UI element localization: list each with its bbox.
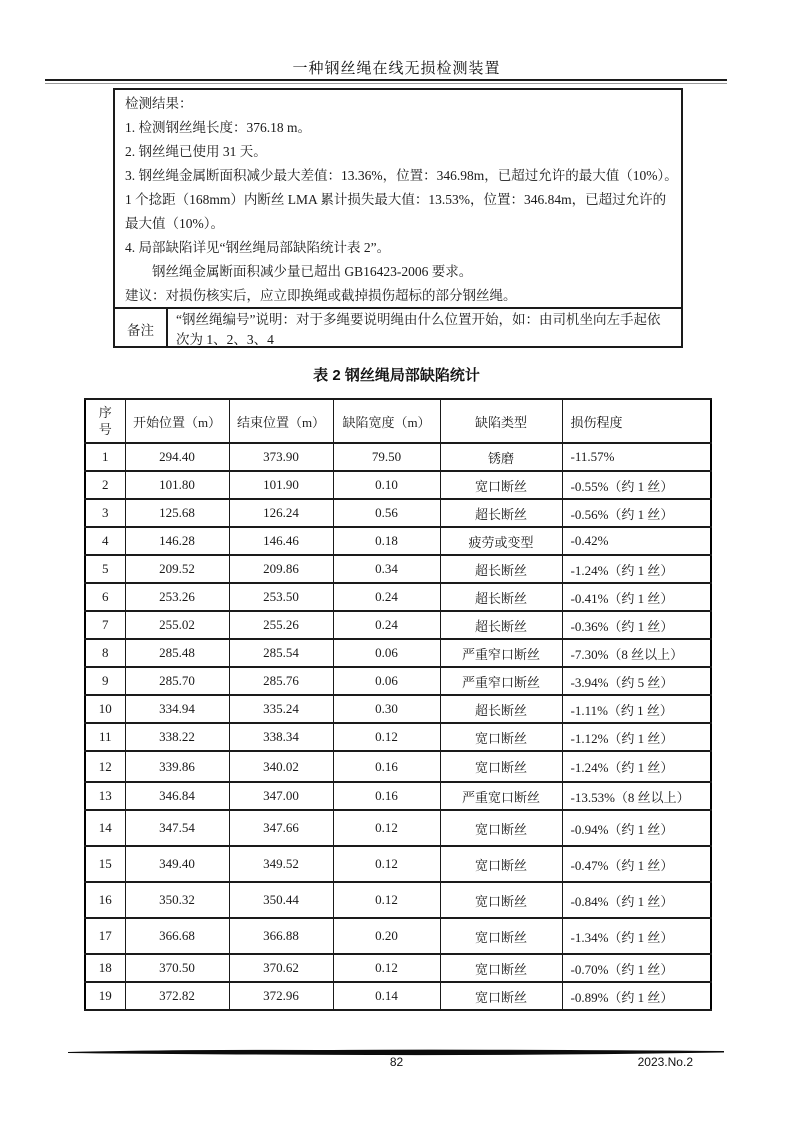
start-pos-cell: 101.80	[125, 471, 229, 499]
row-no-cell: 13	[85, 782, 125, 810]
end-pos-cell: 253.50	[229, 583, 333, 611]
damage-degree-cell: -0.36%（约 1 丝）	[562, 611, 711, 639]
end-pos-cell: 209.86	[229, 555, 333, 583]
damage-degree-cell: -0.56%（约 1 丝）	[562, 499, 711, 527]
table-row	[85, 982, 711, 1010]
row-no-cell: 10	[85, 695, 125, 723]
end-pos-cell: 285.54	[229, 639, 333, 667]
header-rule-shadow	[45, 83, 727, 84]
defect-width-cell: 0.24	[333, 583, 440, 611]
remark-line: 次为 1、2、3、4	[176, 332, 274, 347]
col-start-position: 开始位置（m）	[125, 399, 229, 443]
damage-degree-cell: -1.11%（约 1 丝）	[562, 695, 711, 723]
defect-table-body	[85, 443, 711, 1010]
table-row	[85, 583, 711, 611]
damage-degree-cell: -7.30%（8 丝以上）	[562, 639, 711, 667]
defect-type-cell: 宽口断丝	[440, 882, 562, 918]
damage-degree-cell: -1.24%（约 1 丝）	[562, 751, 711, 782]
row-no-cell: 6	[85, 583, 125, 611]
damage-degree-cell: -13.53%（8 丝以上）	[562, 782, 711, 810]
remark-line: “钢丝绳编号”说明：对于多绳要说明绳由什么位置开始，如：由司机坐向左手起依	[176, 312, 661, 327]
table-row	[85, 751, 711, 782]
result-line: 1. 检测钢丝绳长度：376.18 m。	[125, 120, 312, 135]
defect-type-cell: 超长断丝	[440, 583, 562, 611]
defect-width-cell: 0.12	[333, 846, 440, 882]
damage-degree-cell: -0.89%（约 1 丝）	[562, 982, 711, 1010]
table-row	[85, 611, 711, 639]
defect-width-cell: 0.16	[333, 782, 440, 810]
defect-width-cell: 0.12	[333, 882, 440, 918]
col-defect-width: 缺陷宽度（m）	[333, 399, 440, 443]
end-pos-cell: 350.44	[229, 882, 333, 918]
damage-degree-cell: -1.24%（约 1 丝）	[562, 555, 711, 583]
end-pos-cell: 255.26	[229, 611, 333, 639]
col-defect-type: 缺陷类型	[440, 399, 562, 443]
defect-type-cell: 严重窄口断丝	[440, 639, 562, 667]
row-no-cell: 12	[85, 751, 125, 782]
row-no-cell: 1	[85, 443, 125, 471]
defect-type-cell: 严重窄口断丝	[440, 667, 562, 695]
defect-type-cell: 宽口断丝	[440, 471, 562, 499]
end-pos-cell: 347.00	[229, 782, 333, 810]
table-row	[85, 918, 711, 954]
table-row	[85, 954, 711, 982]
start-pos-cell: 370.50	[125, 954, 229, 982]
defect-width-cell: 0.34	[333, 555, 440, 583]
table-row	[85, 555, 711, 583]
end-pos-cell: 338.34	[229, 723, 333, 751]
table-row	[85, 695, 711, 723]
defect-type-cell: 宽口断丝	[440, 846, 562, 882]
remark-row	[115, 307, 681, 348]
row-no-cell: 7	[85, 611, 125, 639]
row-no-cell: 14	[85, 810, 125, 846]
end-pos-cell: 285.76	[229, 667, 333, 695]
row-no-cell: 16	[85, 882, 125, 918]
end-pos-cell: 349.52	[229, 846, 333, 882]
detection-results-box	[113, 88, 683, 348]
defect-width-cell: 0.12	[333, 810, 440, 846]
result-line: 3. 钢丝绳金属断面积减少最大差值：13.36%，位置：346.98m，已超过允许的最大值（10%）。	[125, 168, 678, 183]
detection-results-text	[115, 90, 681, 307]
start-pos-cell: 294.40	[125, 443, 229, 471]
table-row	[85, 782, 711, 810]
defect-type-cell: 超长断丝	[440, 555, 562, 583]
table-row	[85, 882, 711, 918]
start-pos-cell: 372.82	[125, 982, 229, 1010]
start-pos-cell: 334.94	[125, 695, 229, 723]
table-row	[85, 639, 711, 667]
defect-width-cell: 0.10	[333, 471, 440, 499]
row-no-cell: 3	[85, 499, 125, 527]
table-row	[85, 499, 711, 527]
start-pos-cell: 146.28	[125, 527, 229, 555]
table-header-row	[85, 399, 711, 443]
start-pos-cell: 209.52	[125, 555, 229, 583]
end-pos-cell: 370.62	[229, 954, 333, 982]
start-pos-cell: 339.86	[125, 751, 229, 782]
table-row	[85, 810, 711, 846]
damage-degree-cell: -1.12%（约 1 丝）	[562, 723, 711, 751]
defect-type-cell: 超长断丝	[440, 611, 562, 639]
defect-width-cell: 0.56	[333, 499, 440, 527]
defect-width-cell: 0.12	[333, 954, 440, 982]
result-line: 2. 钢丝绳已使用 31 天。	[125, 144, 267, 159]
result-line: 1 个捻距（168mm）内断丝 LMA 累计损失最大值：13.53%，位置：346.84m，已超过允许的	[125, 192, 667, 207]
row-no-cell: 4	[85, 527, 125, 555]
start-pos-cell: 338.22	[125, 723, 229, 751]
end-pos-cell: 347.66	[229, 810, 333, 846]
col-damage-degree: 损伤程度	[562, 399, 711, 443]
col-index: 序号	[85, 399, 125, 443]
end-pos-cell: 335.24	[229, 695, 333, 723]
damage-degree-cell: -0.84%（约 1 丝）	[562, 882, 711, 918]
damage-degree-cell: -0.47%（约 1 丝）	[562, 846, 711, 882]
defect-width-cell: 0.06	[333, 667, 440, 695]
defect-width-cell: 0.16	[333, 751, 440, 782]
defect-width-cell: 0.14	[333, 982, 440, 1010]
header-rule	[45, 79, 727, 81]
result-line: 检测结果：	[125, 96, 193, 111]
defect-type-cell: 宽口断丝	[440, 982, 562, 1010]
result-line: 建议：对损伤核实后，应立即换绳或截掉损伤超标的部分钢丝绳。	[125, 288, 517, 303]
table-row	[85, 723, 711, 751]
damage-degree-cell: -0.94%（约 1 丝）	[562, 810, 711, 846]
end-pos-cell: 366.88	[229, 918, 333, 954]
start-pos-cell: 349.40	[125, 846, 229, 882]
defect-table	[84, 398, 712, 1011]
defect-type-cell: 超长断丝	[440, 695, 562, 723]
row-no-cell: 9	[85, 667, 125, 695]
defect-width-cell: 0.18	[333, 527, 440, 555]
col-end-position: 结束位置（m）	[229, 399, 333, 443]
defect-type-cell: 严重宽口断丝	[440, 782, 562, 810]
start-pos-cell: 125.68	[125, 499, 229, 527]
end-pos-cell: 146.46	[229, 527, 333, 555]
footer-rule	[68, 1044, 724, 1053]
defect-type-cell: 宽口断丝	[440, 751, 562, 782]
damage-degree-cell: -0.41%（约 1 丝）	[562, 583, 711, 611]
row-no-cell: 2	[85, 471, 125, 499]
end-pos-cell: 340.02	[229, 751, 333, 782]
row-no-cell: 11	[85, 723, 125, 751]
row-no-cell: 17	[85, 918, 125, 954]
damage-degree-cell: -11.57%	[562, 443, 711, 471]
defect-width-cell: 0.30	[333, 695, 440, 723]
defect-width-cell: 79.50	[333, 443, 440, 471]
start-pos-cell: 350.32	[125, 882, 229, 918]
table-title: 表 2 钢丝绳局部缺陷统计	[313, 367, 480, 384]
damage-degree-cell: -0.55%（约 1 丝）	[562, 471, 711, 499]
start-pos-cell: 346.84	[125, 782, 229, 810]
start-pos-cell: 253.26	[125, 583, 229, 611]
start-pos-cell: 366.68	[125, 918, 229, 954]
result-line: 4. 局部缺陷详见“钢丝绳局部缺陷统计表 2”。	[125, 240, 391, 255]
end-pos-cell: 101.90	[229, 471, 333, 499]
defect-type-cell: 超长断丝	[440, 499, 562, 527]
damage-degree-cell: -0.70%（约 1 丝）	[562, 954, 711, 982]
remark-label: 备注	[115, 309, 168, 348]
end-pos-cell: 373.90	[229, 443, 333, 471]
damage-degree-cell: -3.94%（约 5 丝）	[562, 667, 711, 695]
defect-type-cell: 锈磨	[440, 443, 562, 471]
article-title: 一种钢丝绳在线无损检测装置	[292, 61, 501, 77]
table-row	[85, 667, 711, 695]
table-row	[85, 527, 711, 555]
table-row	[85, 443, 711, 471]
start-pos-cell: 285.48	[125, 639, 229, 667]
defect-type-cell: 疲劳或变型	[440, 527, 562, 555]
defect-type-cell: 宽口断丝	[440, 954, 562, 982]
defect-width-cell: 0.12	[333, 723, 440, 751]
end-pos-cell: 126.24	[229, 499, 333, 527]
defect-type-cell: 宽口断丝	[440, 918, 562, 954]
defect-width-cell: 0.24	[333, 611, 440, 639]
row-no-cell: 15	[85, 846, 125, 882]
start-pos-cell: 347.54	[125, 810, 229, 846]
damage-degree-cell: -1.34%（约 1 丝）	[562, 918, 711, 954]
end-pos-cell: 372.96	[229, 982, 333, 1010]
result-line: 钢丝绳金属断面积减少量已超出 GB16423-2006 要求。	[152, 264, 473, 279]
page-number: 82	[389, 1055, 404, 1069]
defect-width-cell: 0.06	[333, 639, 440, 667]
row-no-cell: 8	[85, 639, 125, 667]
damage-degree-cell: -0.42%	[562, 527, 711, 555]
start-pos-cell: 255.02	[125, 611, 229, 639]
row-no-cell: 18	[85, 954, 125, 982]
row-no-cell: 5	[85, 555, 125, 583]
defect-type-cell: 宽口断丝	[440, 723, 562, 751]
remark-text	[168, 309, 681, 348]
result-line: 最大值（10%）。	[125, 216, 224, 231]
table-row	[85, 471, 711, 499]
table-row	[85, 846, 711, 882]
issue-label: 2023.No.2	[637, 1055, 693, 1069]
defect-type-cell: 宽口断丝	[440, 810, 562, 846]
row-no-cell: 19	[85, 982, 125, 1010]
start-pos-cell: 285.70	[125, 667, 229, 695]
defect-width-cell: 0.20	[333, 918, 440, 954]
